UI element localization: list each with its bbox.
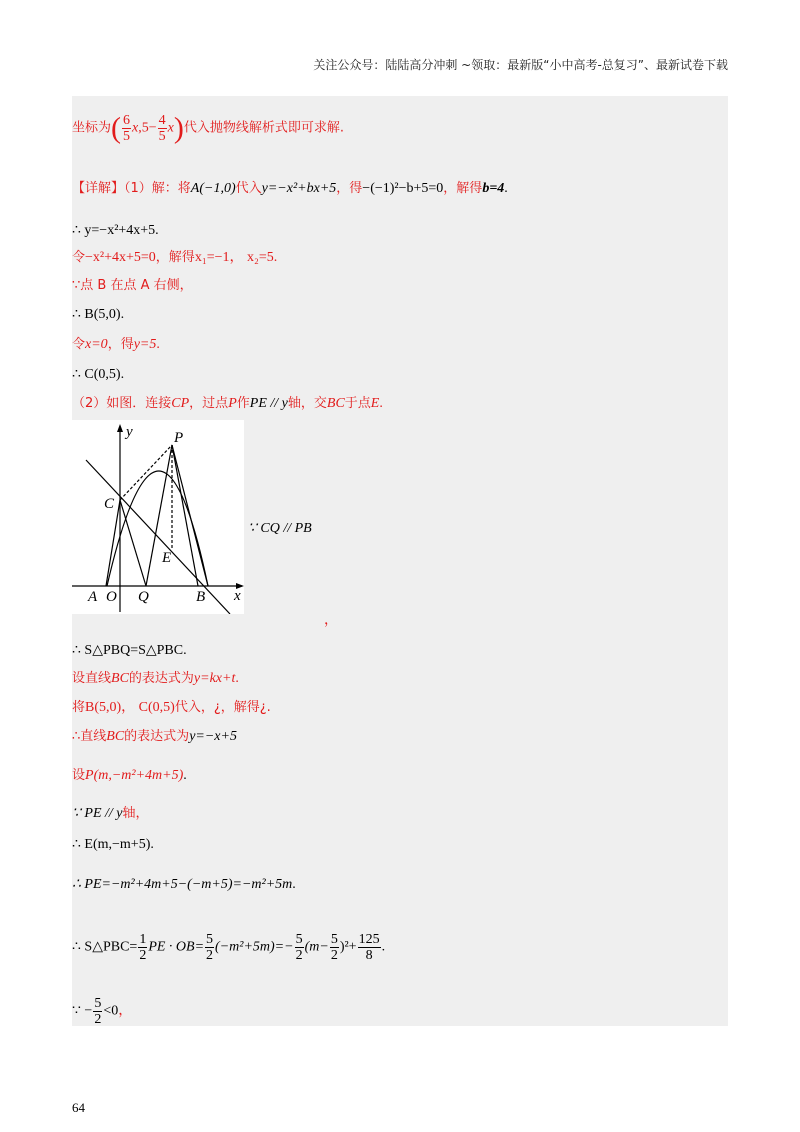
text: ， — [118, 1003, 133, 1019]
math: ∵ CQ // PB — [248, 521, 312, 536]
frac-den: 2 — [94, 1012, 102, 1027]
math: ∵ − — [72, 1003, 93, 1019]
text-line-15 — [72, 805, 149, 823]
label-q: Q — [138, 589, 149, 605]
frac-den: 5 — [123, 129, 131, 144]
text: 于点 — [344, 396, 371, 411]
text: 令 — [72, 250, 86, 265]
text: 设 — [72, 768, 86, 783]
math: x=0 — [85, 337, 108, 352]
math: ∴ PE=−m²+4m+5−(−m+5)=−m²+5m — [72, 877, 293, 892]
text: 代入抛物线解析式即可求解. — [183, 120, 344, 136]
text-comma: ， — [324, 613, 338, 628]
frac-den: 8 — [365, 948, 373, 963]
frac-num: 5 — [330, 932, 338, 947]
frac-num: 1 — [139, 932, 147, 947]
label-y: y — [126, 424, 133, 440]
frac-den: 2 — [330, 948, 338, 963]
math: (−m²+5m)=− — [215, 939, 294, 955]
text-cq-parallel — [248, 520, 312, 538]
text-line-19 — [72, 996, 132, 1027]
math: CP — [171, 396, 190, 411]
text: ，解得 — [443, 181, 483, 196]
text: ，解得 — [155, 250, 195, 265]
text-line-8: ∴ C(0,5). — [72, 367, 125, 382]
text-line-4: 令−x²+4x+5=0，解得x₁=−1， x₂=5. — [72, 250, 278, 265]
text: 的表达式为 — [124, 729, 190, 744]
math: y=−x+5 — [189, 729, 237, 744]
frac-den: 5 — [158, 129, 166, 144]
text: 轴，交 — [287, 396, 327, 411]
text: 将 — [72, 700, 86, 715]
math: PE · OB= — [148, 939, 205, 955]
math: −(−1)²−b+5=0 — [362, 181, 444, 196]
math: y=−x²+bx+5 — [261, 181, 337, 196]
text: ，过点 — [189, 396, 229, 411]
text-line-2: 【详解】（1）解：将A(−1,0)代入y=−x²+bx+5，得−(−1)²−b+5=0，解得b=4. — [72, 181, 508, 196]
text: 令 — [72, 337, 86, 352]
text-line-14: 设P(m,−m²+4m+5). — [72, 768, 187, 783]
math: BC — [106, 729, 125, 744]
text: 轴， — [122, 806, 149, 821]
math: BC — [111, 671, 129, 686]
text: 设直线 — [72, 671, 112, 686]
line-pb-2 — [172, 445, 198, 586]
parabola-diagram — [72, 420, 244, 614]
frac-num: 5 — [206, 932, 214, 947]
label-c: C — [104, 496, 115, 512]
math: )²+ — [339, 939, 357, 955]
text: 作 — [236, 396, 250, 411]
math: −x²+4x+5=0 — [85, 250, 156, 265]
math: ∴ S△PBC= — [72, 939, 138, 955]
text-line-10: ∴ S△PBQ=S△PBC. — [72, 643, 187, 658]
text: 的表达式为 — [128, 671, 194, 686]
math: B(5,0)， C(0,5) — [85, 700, 175, 715]
math: A(−1,0) — [190, 181, 236, 196]
text-line-12 — [72, 699, 271, 717]
text-line-6: ∴ B(5,0). — [72, 307, 125, 322]
y-arrow — [117, 424, 123, 432]
math: (m− — [304, 939, 329, 955]
text: 代入 — [235, 181, 262, 196]
frac-num: 5 — [295, 932, 303, 947]
frac-den: 2 — [295, 948, 303, 963]
math: <0 — [103, 1003, 119, 1019]
label-e: E — [162, 550, 172, 566]
label-x: x — [234, 588, 241, 604]
math: E — [370, 396, 380, 411]
label-p: P — [174, 430, 184, 446]
diagram-svg — [72, 420, 244, 614]
line-pb — [172, 445, 208, 586]
text-line-3: ∴ y=−x²+4x+5. — [72, 223, 159, 238]
text: ，得 — [107, 337, 134, 352]
frac-den: 2 — [139, 948, 147, 963]
text: （1）解：将 — [124, 181, 191, 196]
math: BC — [326, 396, 345, 411]
text: 坐标为 — [72, 120, 112, 136]
page-number: 64 — [72, 1100, 85, 1115]
text-line-7: 令x=0，得y=5. — [72, 337, 160, 352]
frac-den: 2 — [206, 948, 214, 963]
text-line-18: ∴ S△PBC= $\frac{1}{2}$ PE · OB= $\frac{5}{2}$ (−m²+5m)=− $\frac{5}{2}$ (m− $\frac{5}{2}$ )²+ $\frac{125}{8}$ . — [72, 932, 386, 963]
text-line-1: 坐标为( $\frac{6}{5}$ x,5− $\frac{4}{5}$ x)代入抛物线解析式即可求解. — [72, 111, 344, 145]
text: 代入，¿，解得¿. — [174, 700, 271, 715]
text-line-17: ∴ PE=−m²+4m+5−(−m+5)=−m²+5m. — [72, 877, 296, 892]
math: ∵ PE // y — [72, 806, 123, 821]
line-cq — [120, 500, 146, 586]
label-a: A — [88, 589, 98, 605]
text: ，得 — [336, 181, 363, 196]
math: y=kx+t — [193, 671, 236, 686]
text-line-9: （2）如图．连接CP，过点P作PE // y轴，交BC于点E. — [72, 396, 383, 411]
label-o: O — [106, 589, 117, 605]
text: ∴直线 — [72, 729, 107, 744]
text-line-13 — [72, 728, 237, 746]
text: （2）如图．连接 — [72, 396, 172, 411]
math: b=4 — [482, 181, 505, 196]
frac-num: 125 — [358, 932, 380, 947]
math: PE // y — [249, 396, 288, 411]
text-line-16: ∴ E(m,−m+5). — [72, 837, 154, 852]
text-line-11: 设直线BC的表达式为y=kx+t. — [72, 671, 239, 686]
math: y=5 — [133, 337, 157, 352]
frac-num: 6 — [123, 113, 131, 128]
math: x₁=−1， x₂=5 — [194, 250, 274, 265]
detail-tag: 【详解】 — [72, 181, 125, 196]
frac-num: 5 — [94, 996, 102, 1011]
page-header: 关注公众号：陆陆高分冲刺 ~领取：最新版“小中高考-总复习”、最新试卷下载 — [313, 58, 728, 72]
math: P(m,−m²+4m+5) — [85, 768, 184, 783]
text-line-5: ∵点 B 在点 A 右侧， — [72, 278, 193, 293]
frac-num: 4 — [158, 113, 166, 128]
math: P — [228, 396, 237, 411]
label-b: B — [196, 589, 206, 605]
